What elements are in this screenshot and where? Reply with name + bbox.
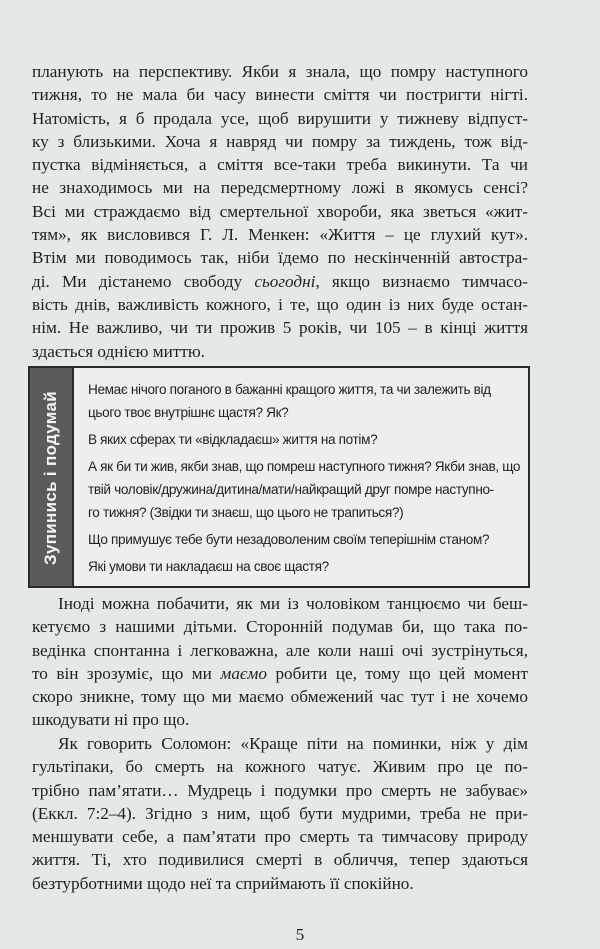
text-segment: безтурботними щодо неї та сприймають її спокійно. xyxy=(32,873,414,893)
question-item xyxy=(88,528,516,551)
text-segment: не знаходимось ми на передсмертному ложі в якомусь сенсі? xyxy=(32,178,528,198)
text-line xyxy=(32,615,528,638)
text-line xyxy=(32,270,528,293)
text-line xyxy=(32,848,528,871)
text-segment: (Еккл. 7:2–4). Згідно з ним, щоб бути мудрими, треба не при- xyxy=(32,803,528,823)
question-line: А як би ти жив, якби знав, що помреш наступного тижня? Якби знав, що xyxy=(88,459,521,474)
text-line xyxy=(32,872,528,895)
text-segment: тям», як висловився Г. Л. Менкен: «Життя – це глухий кут». xyxy=(32,225,528,245)
question-item xyxy=(88,555,516,578)
text-line xyxy=(32,107,528,130)
question-item xyxy=(88,378,516,424)
question-line: Немає нічого поганого в бажанні кращого життя, та чи залежить від xyxy=(88,382,491,397)
text-line xyxy=(32,779,528,802)
question-line: Що примушує тебе бути незадоволеним своїм теперішнім станом? xyxy=(88,532,490,547)
text-line xyxy=(32,592,528,615)
text-line xyxy=(32,83,528,106)
text-line xyxy=(32,293,528,316)
text-line xyxy=(32,732,528,755)
text-segment: Іноді можна побачити, як ми із чоловіком танцюємо чи беш- xyxy=(58,594,528,613)
text-segment: нім. Не важливо, чи ти прожив 5 років, чи 105 – в кінці життя xyxy=(32,318,528,338)
text-segment: здається однією миттю. xyxy=(32,341,205,361)
text-segment: шкодувати ні про що. xyxy=(32,710,190,730)
question-line: цього твоє внутрішнє щастя? Як? xyxy=(88,405,289,420)
text-segment: планують на перспективу. Якби я знала, що помру наступного xyxy=(32,62,528,81)
text-line xyxy=(32,130,528,153)
text-line xyxy=(32,340,528,363)
text-line xyxy=(32,825,528,848)
text-segment: скоро зникне, тому що ми маємо обмежений час тут і не хочемо xyxy=(32,687,528,707)
text-segment: кетуємо з нашими дітьми. Сторонній подумав би, що така по- xyxy=(32,617,528,637)
stop-and-think-box xyxy=(28,366,530,588)
question-item xyxy=(88,455,521,524)
text-line xyxy=(32,176,528,199)
page-number: 5 xyxy=(295,925,305,944)
paragraph-2 xyxy=(32,592,528,732)
question-line: го тижня? (Звідки ти знаєш, що цього не трапиться?) xyxy=(88,505,404,520)
text-segment: Як говорить Соломон: «Краще піти на поминки, ніж у дім xyxy=(58,734,528,753)
text-line xyxy=(32,223,528,246)
text-segment: вість днів, важливість кожного, і те, що один із них буде остан- xyxy=(32,294,528,314)
text-line xyxy=(32,708,528,731)
text-line xyxy=(32,755,528,778)
text-segment: ді. Ми дістанемо свободу xyxy=(32,271,255,291)
text-segment: життя. Ті, хто подивилися смерті в обличчя, тепер здаються xyxy=(32,850,528,870)
text-segment: меншувати себе, а пам’ятати про смерть та тимчасову природу xyxy=(32,827,528,847)
text-segment: Натомість, я б продала усе, щоб вирушити у тижневу відпуст- xyxy=(32,108,528,128)
text-line xyxy=(32,246,528,269)
text-segment: пустка відміняється, а сміття все-таки треба викинути. Та чи xyxy=(32,155,528,175)
text-segment: то він зрозуміє, що ми xyxy=(32,663,221,683)
text-segment: гультіпаки, бо смерть на кожного чатує. Живим про це по- xyxy=(32,757,528,777)
text-line xyxy=(32,662,528,685)
box-title: Зупинись і подумай xyxy=(41,391,60,565)
italic-text: маємо xyxy=(220,663,267,683)
text-segment: тижня, то не мала би часу винести сміття чи постригти нігті. xyxy=(32,85,528,105)
text-segment: робити це, тому що цей момент xyxy=(266,663,529,683)
question-line: твій чоловік/дружина/дитина/мати/найкращий друг помре наступно- xyxy=(88,482,494,497)
paragraph-1 xyxy=(32,60,528,363)
text-segment: Втім ми поводимось так, ніби їдемо по нескінченній автостра- xyxy=(32,248,528,268)
text-line xyxy=(32,802,528,825)
question-line: В яких сферах ти «відкладаєш» життя на потім? xyxy=(88,432,378,447)
text-segment: трібно пам’ятати… Мудрець і подумки про смерть не забуває» xyxy=(32,780,528,800)
text-line xyxy=(32,316,528,339)
text-line xyxy=(32,60,528,83)
text-segment: ку з близькими. Хоча я навряд чи помру за тиждень, тож від- xyxy=(32,131,528,151)
text-line xyxy=(32,639,528,662)
text-segment: Всі ми страждаємо від смертельної хвороби, яка зветься «жит- xyxy=(32,201,528,221)
text-line xyxy=(32,200,528,223)
question-list xyxy=(88,378,521,582)
italic-text: сьогодні xyxy=(254,271,316,291)
paragraph-3 xyxy=(32,732,528,895)
text-segment: , якщо визнаємо тимчасо- xyxy=(315,271,529,291)
question-item xyxy=(88,428,516,451)
text-line xyxy=(32,685,528,708)
box-sidebar xyxy=(30,368,74,586)
text-line xyxy=(32,153,528,176)
question-line: Які умови ти накладаєш на своє щастя? xyxy=(88,559,329,574)
text-segment: ведінка спонтанна і легковажна, але коли наші очі зустрінуться, xyxy=(32,640,528,660)
